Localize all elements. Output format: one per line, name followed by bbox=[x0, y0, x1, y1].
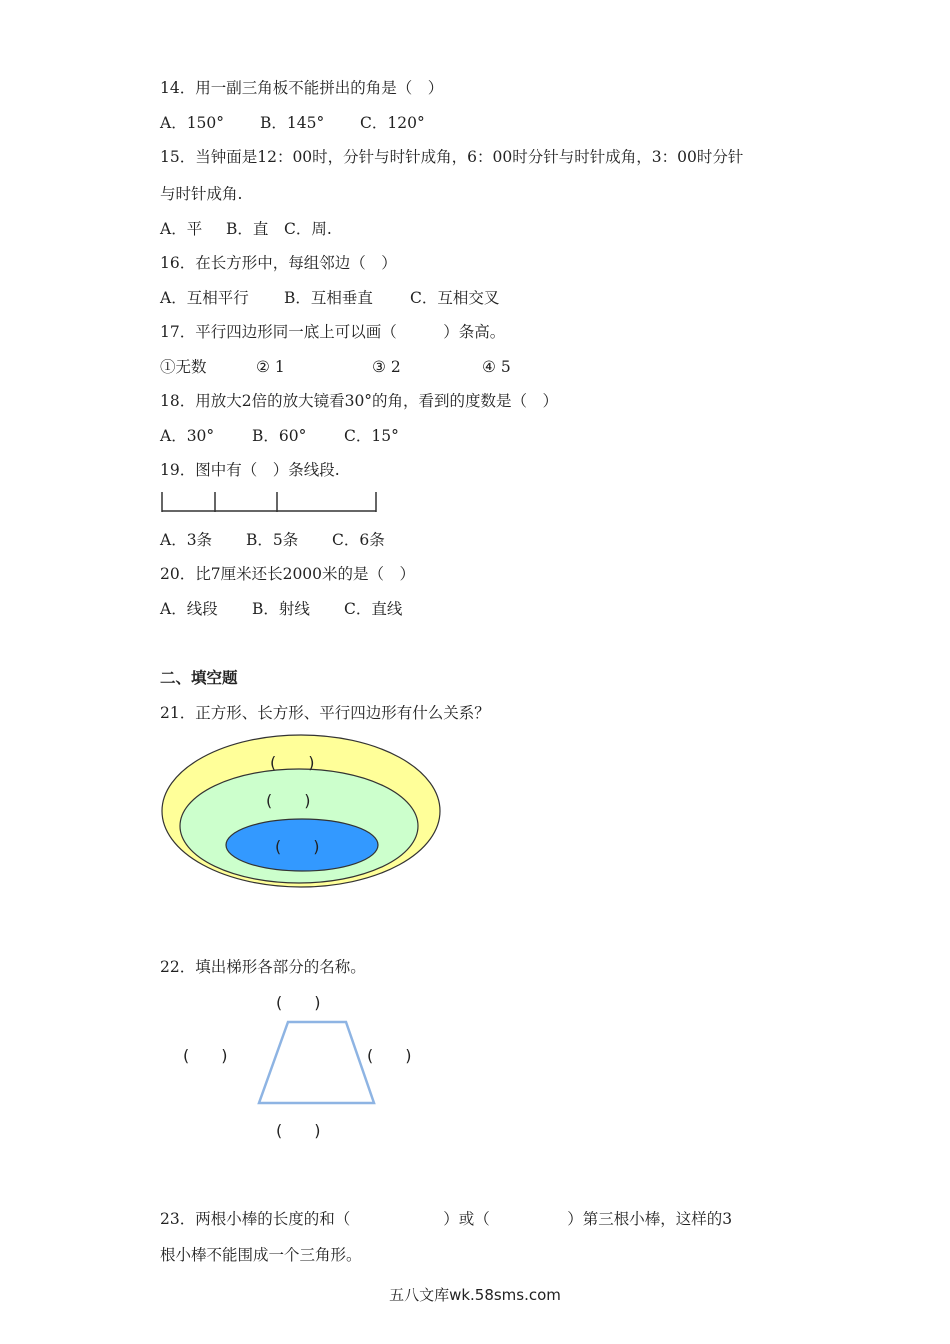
q22-trapezoid-figure bbox=[255, 1018, 380, 1108]
q15-text-line1: 15．当钟面是12：00时，分针与时针成角，6：00时分针与时针成角，3：00时分针 bbox=[160, 148, 744, 166]
q17-text: 17．平行四边形同一底上可以画（ ）条高。 bbox=[160, 323, 506, 341]
q22-blank-top: ( ) bbox=[276, 993, 321, 1012]
q16-option-b: B．互相垂直 bbox=[284, 289, 373, 307]
q16-text: 16．在长方形中，每组邻边（ ） bbox=[160, 254, 397, 272]
q20-option-c: C．直线 bbox=[344, 600, 403, 618]
q16-options bbox=[160, 288, 499, 308]
q18-option-a: A．30° bbox=[160, 427, 215, 445]
q16-option-c: C．互相交叉 bbox=[410, 289, 500, 307]
q21-text: 21．正方形、长方形、平行四边形有什么关系？ bbox=[160, 704, 490, 722]
q17-option-2: ② 1 bbox=[256, 358, 285, 376]
q17-option-1: ①无数 bbox=[160, 358, 207, 376]
q18-options bbox=[160, 426, 399, 446]
q15-text-line2: 与时针成角. bbox=[160, 185, 243, 203]
trapezoid-shape bbox=[259, 1022, 374, 1103]
q14-option-b: B．145° bbox=[260, 114, 325, 132]
q17-option-4: ④ 5 bbox=[482, 358, 511, 376]
q14-option-a: A．150° bbox=[160, 114, 225, 132]
q16-option-a: A．互相平行 bbox=[160, 289, 249, 307]
q21-blank-inner: ( ) bbox=[275, 837, 320, 856]
q14-option-c: C．120° bbox=[360, 114, 425, 132]
q14-options bbox=[160, 113, 425, 133]
q23-text-line1: 23．两根小棒的长度的和（ ）或（ ）第三根小棒，这样的3 bbox=[160, 1210, 733, 1228]
q15-option-c: C．周. bbox=[284, 220, 332, 238]
section-fill-in-title: 二、填空题 bbox=[160, 669, 238, 687]
q21-blank-middle: ( ) bbox=[266, 791, 311, 810]
q17-options bbox=[160, 357, 511, 377]
q18-option-b: B．60° bbox=[252, 427, 307, 445]
q22-blank-right: ( ) bbox=[367, 1046, 412, 1065]
q14-text: 14．用一副三角板不能拼出的角是（ ） bbox=[160, 79, 444, 97]
q20-options bbox=[160, 599, 402, 619]
q18-text: 18．用放大2倍的放大镜看30°的角，看到的度数是（ ） bbox=[160, 392, 559, 410]
q22-text: 22．填出梯形各部分的名称。 bbox=[160, 958, 366, 976]
q19-option-a: A．3条 bbox=[160, 531, 213, 549]
q22-blank-bottom: ( ) bbox=[276, 1121, 321, 1140]
q22-blank-left: ( ) bbox=[183, 1046, 228, 1065]
q20-option-a: A．线段 bbox=[160, 600, 218, 618]
q15-option-a: A．平 bbox=[160, 220, 203, 238]
q20-text: 20．比7厘米还长2000米的是（ ） bbox=[160, 565, 416, 583]
q15-options bbox=[160, 219, 332, 239]
q19-option-c: C．6条 bbox=[332, 531, 385, 549]
q19-option-b: B．5条 bbox=[246, 531, 299, 549]
q20-option-b: B．射线 bbox=[252, 600, 310, 618]
q18-option-c: C．15° bbox=[344, 427, 399, 445]
q19-text: 19．图中有（ ）条线段. bbox=[160, 461, 340, 479]
q19-options bbox=[160, 530, 385, 550]
q17-option-3: ③ 2 bbox=[372, 358, 401, 376]
q15-option-b: B．直 bbox=[226, 220, 269, 238]
q19-line-segments-figure bbox=[158, 490, 384, 516]
footer-watermark: 五八文库wk.58sms.com bbox=[389, 1286, 561, 1304]
q21-blank-outer: ( ) bbox=[270, 753, 315, 772]
q23-text-line2: 根小棒不能围成一个三角形。 bbox=[160, 1246, 362, 1264]
